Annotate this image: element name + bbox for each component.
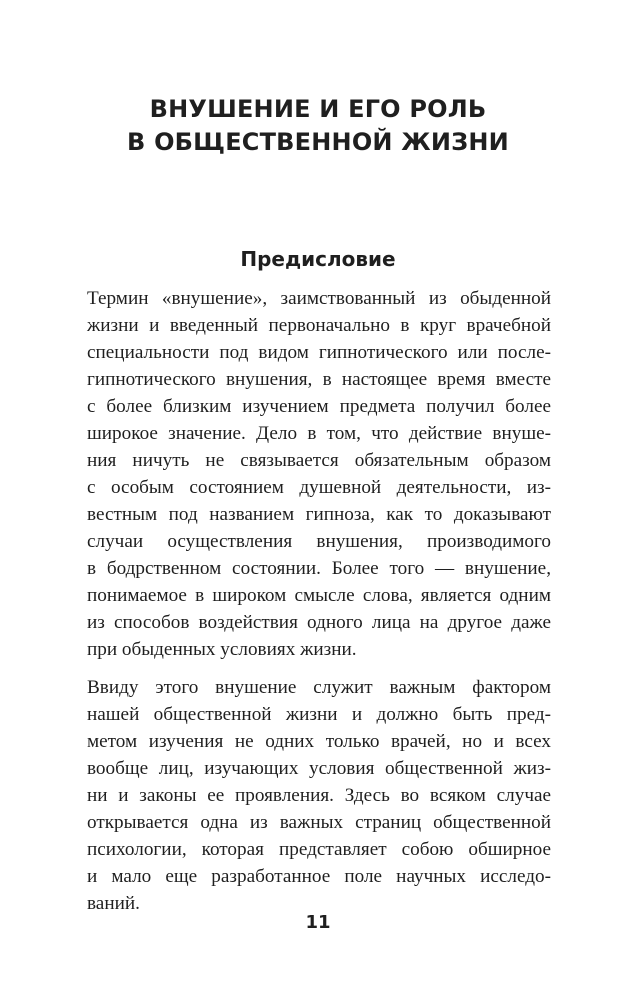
text-line: открывается одна из важных страниц общественной (87, 812, 551, 833)
text-line: жизни и введенный первоначально в круг врачебной (87, 315, 551, 336)
text-line: широкое значение. Дело в том, что действие внуше- (87, 423, 551, 444)
text-line: из способов воздействия одного лица на другое даже (87, 612, 551, 633)
text-line: с более близким изучением предмета получил более (87, 396, 551, 417)
text-line: в бодрственном состоянии. Более того — внушение, (87, 558, 551, 579)
text-line: гипнотического внушения, в настоящее время вместе (87, 369, 551, 390)
text-line: психологии, которая представляет собою обширное (87, 839, 551, 860)
text-line: с особым состоянием душевной деятельности, из- (87, 477, 551, 498)
text-line: понимаемое в широком смысле слова, является одним (87, 585, 551, 606)
text-line: при обыденных условиях жизни. (87, 639, 357, 660)
text-line: случаи осуществления внушения, производимого (87, 531, 551, 552)
text-line: Ввиду этого внушение служит важным фактором (87, 677, 551, 698)
section-title: Предисловие (240, 247, 396, 271)
text-line: Термин «внушение», заимствованный из обыденной (87, 288, 551, 309)
text-line: вестным под названием гипноза, как то доказывают (87, 504, 551, 525)
text-line: нашей общественной жизни и должно быть пред- (87, 704, 551, 725)
chapter-title (0, 93, 636, 159)
chapter-title-line: ВНУШЕНИЕ И ЕГО РОЛЬ (149, 95, 487, 123)
text-line: ни и законы ее проявления. Здесь во всяком случае (87, 785, 551, 806)
text-line: и мало еще разработанное поле научных исследо- (87, 866, 551, 887)
chapter-title-line: В ОБЩЕСТВЕННОЙ ЖИЗНИ (127, 128, 509, 156)
text-line: ваний. (87, 893, 140, 914)
text-line: специальности под видом гипнотического или после- (87, 342, 551, 363)
text-line: вообще лиц, изучающих условия общественной жиз- (87, 758, 551, 779)
page-number: 11 (305, 912, 331, 933)
text-line: метом изучения не одних только врачей, но и всех (87, 731, 551, 752)
text-line: ния ничуть не связывается обязательным образом (87, 450, 551, 471)
